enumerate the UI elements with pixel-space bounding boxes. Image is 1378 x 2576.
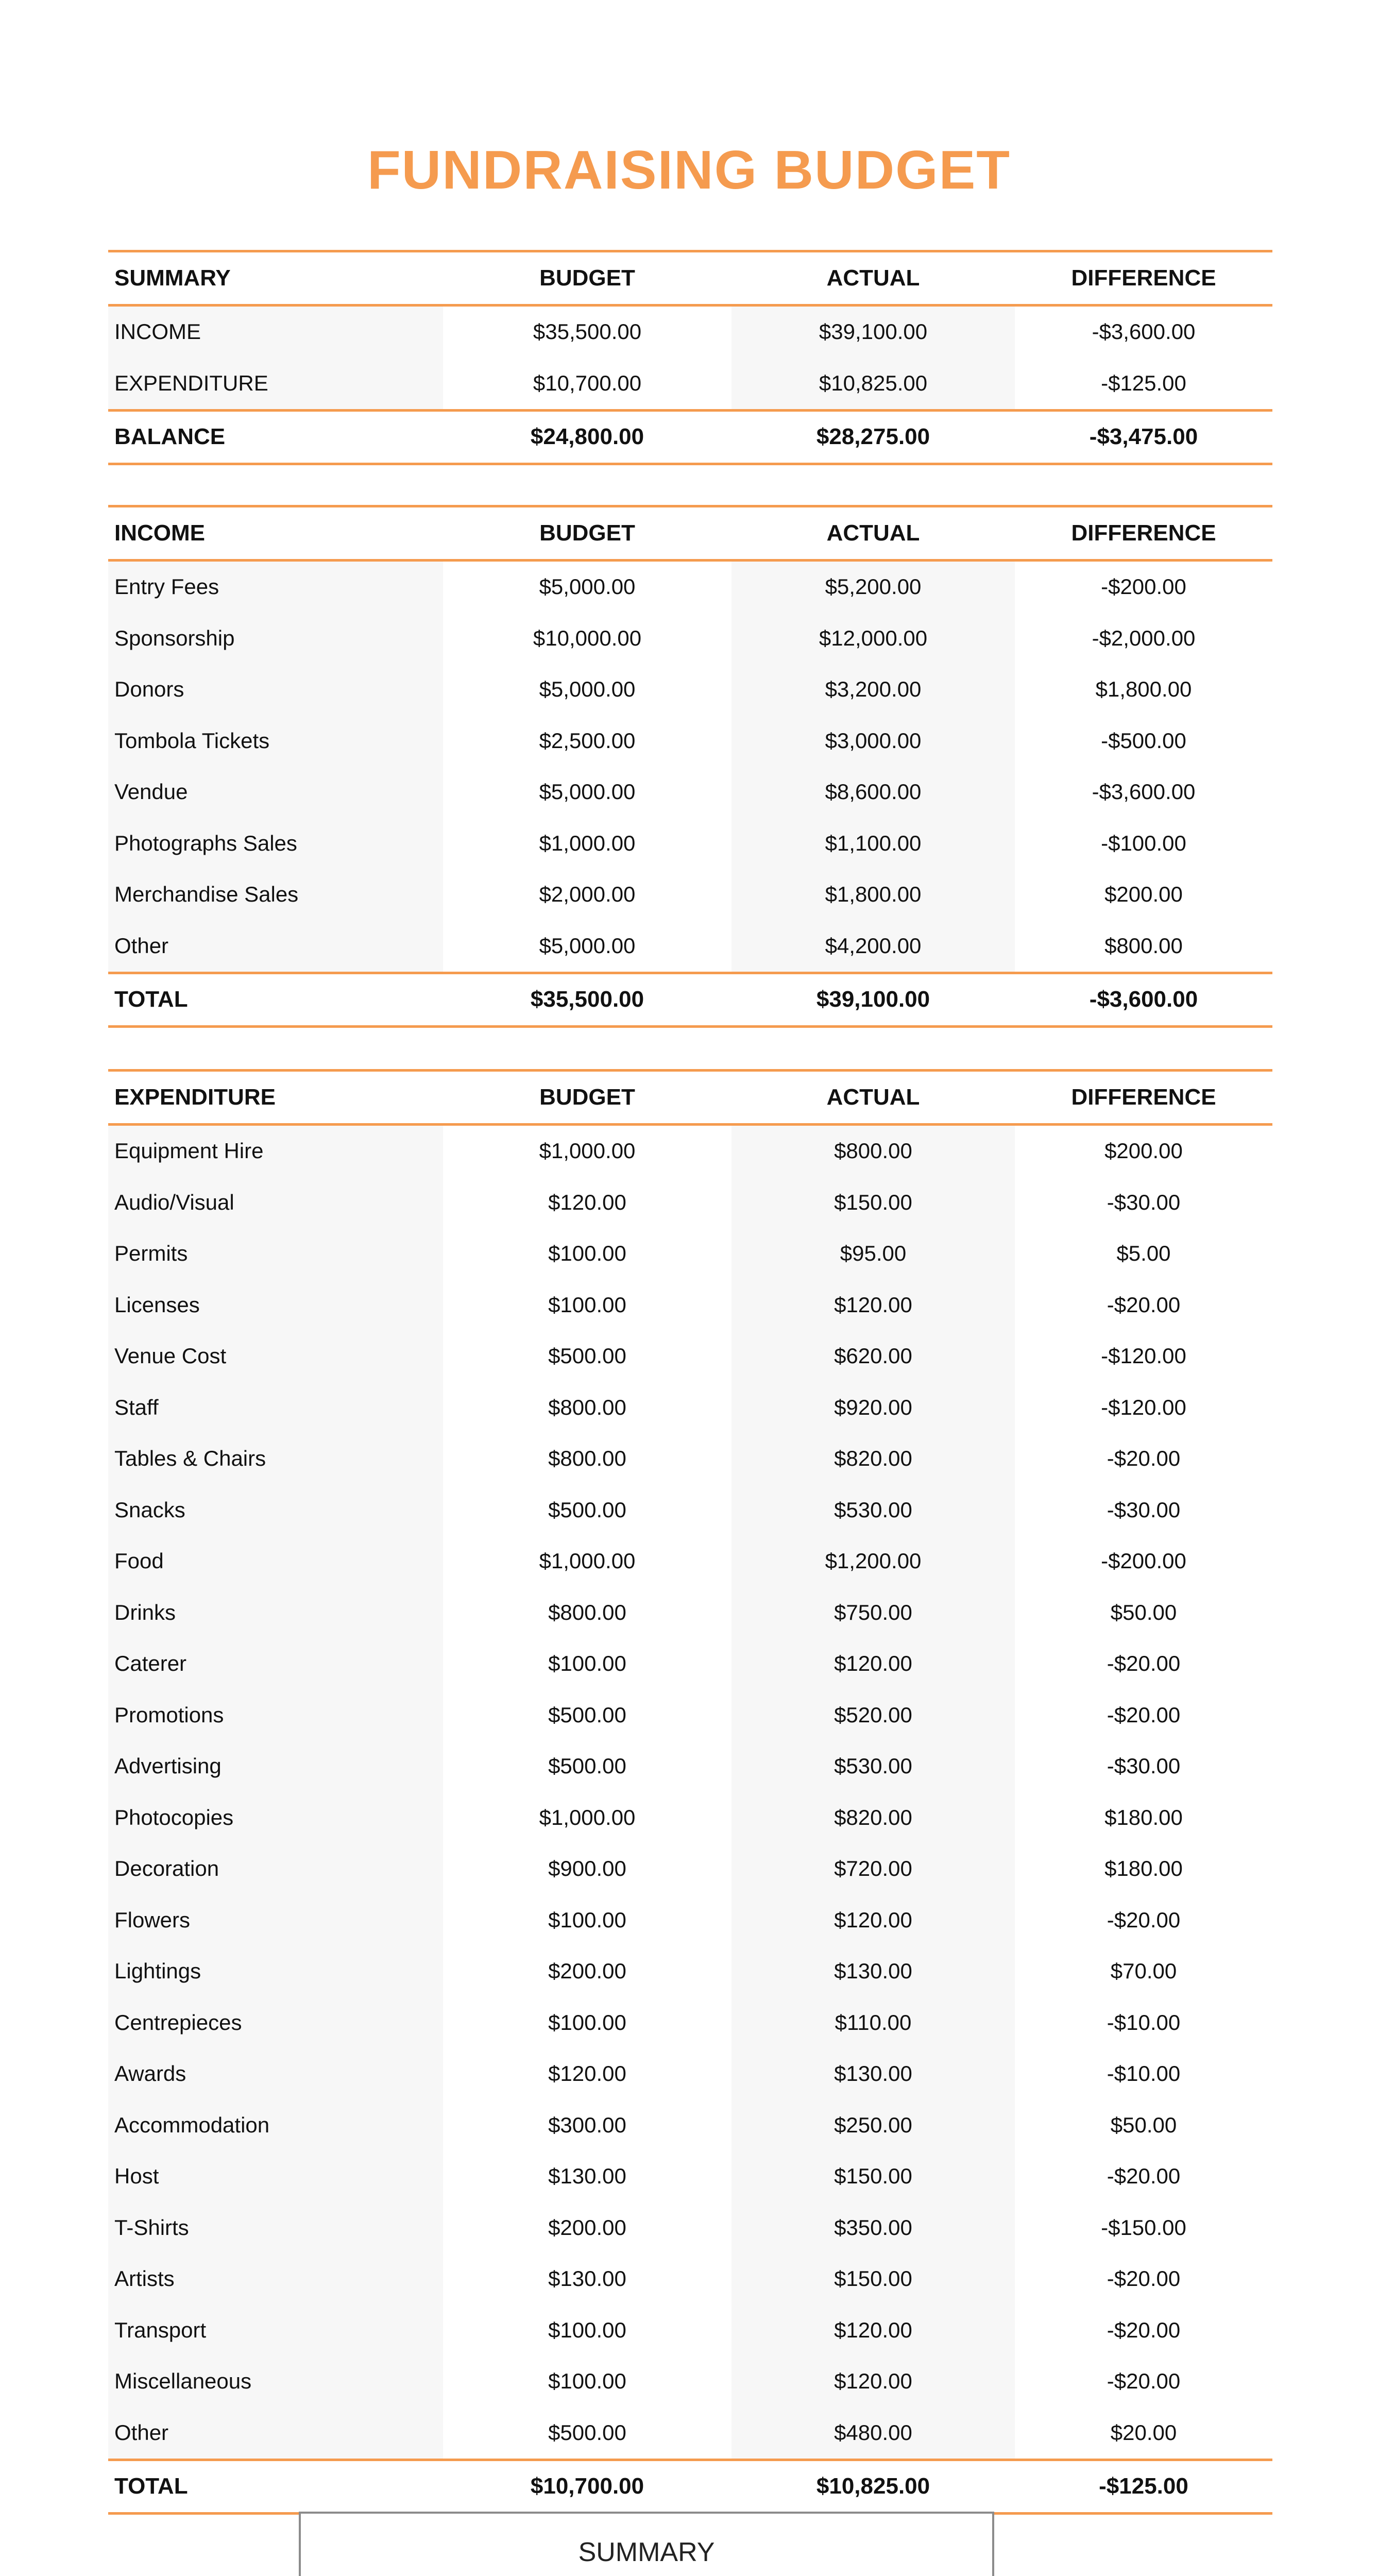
expenditure-row-cell: $250.00	[731, 2099, 1015, 2151]
expenditure-row-cell: $180.00	[1104, 1805, 1183, 1829]
income-row-cell: $1,000.00	[539, 831, 636, 855]
table-row	[108, 307, 1272, 358]
table-row	[108, 1433, 1272, 1485]
expenditure-total-cell: TOTAL	[108, 2461, 443, 2513]
expenditure-table	[108, 1069, 1272, 2515]
expenditure-row-cell: -$20.00	[1107, 2164, 1181, 2189]
expenditure-row-cell: Decoration	[108, 1843, 443, 1895]
table-row	[108, 2202, 1272, 2253]
expenditure-row-cell: $100.00	[548, 2010, 626, 2035]
expenditure-row-cell: $500.00	[548, 1344, 626, 1368]
expenditure-row-cell: Other	[108, 2407, 443, 2459]
table-row	[108, 1484, 1272, 1536]
expenditure-row-cell: Licenses	[108, 1279, 443, 1331]
table-row	[108, 1331, 1272, 1382]
expenditure-total-cell: $10,825.00	[731, 2461, 1015, 2513]
expenditure-row-cell: -$20.00	[1107, 1446, 1181, 1471]
expenditure-row-cell: $100.00	[548, 1292, 626, 1317]
expenditure-row-cell: Host	[108, 2151, 443, 2202]
expenditure-row-cell: $150.00	[731, 1177, 1015, 1228]
expenditure-header-cell: DIFFERENCE	[1015, 1072, 1272, 1123]
table-row	[108, 1587, 1272, 1638]
income-row-cell: -$2,000.00	[1092, 625, 1196, 650]
expenditure-row-cell: -$30.00	[1107, 1754, 1181, 1778]
expenditure-row-cell: $820.00	[731, 1433, 1015, 1485]
expenditure-row-cell: Equipment Hire	[108, 1126, 443, 1177]
chart-title: SUMMARY	[578, 2537, 715, 2567]
income-row-cell: $200.00	[1104, 882, 1183, 907]
expenditure-row-cell: Snacks	[108, 1484, 443, 1536]
expenditure-row-cell: $500.00	[548, 1754, 626, 1778]
income-total-cell: $35,500.00	[443, 974, 731, 1026]
table-row	[108, 1279, 1272, 1331]
expenditure-row-cell: Tables & Chairs	[108, 1433, 443, 1485]
income-row-cell: $8,600.00	[731, 767, 1015, 818]
expenditure-row-cell: Lightings	[108, 1946, 443, 1997]
expenditure-row-cell: -$200.00	[1101, 1549, 1186, 1573]
expenditure-row-cell: $1,200.00	[731, 1536, 1015, 1587]
expenditure-row-cell: Drinks	[108, 1587, 443, 1638]
expenditure-row-cell: $50.00	[1110, 1600, 1177, 1624]
expenditure-row-cell: $130.00	[548, 2266, 626, 2291]
income-row-cell: $10,000.00	[533, 625, 642, 650]
expenditure-header-cell: EXPENDITURE	[108, 1072, 443, 1123]
table-row	[108, 613, 1272, 664]
expenditure-row-cell: $5.00	[1116, 1241, 1171, 1266]
income-total-cell: $39,100.00	[731, 974, 1015, 1026]
expenditure-row-cell: $150.00	[731, 2253, 1015, 2305]
expenditure-row-cell: $130.00	[731, 2048, 1015, 2100]
summary-table	[108, 250, 1272, 465]
expenditure-row-cell: $120.00	[731, 2304, 1015, 2356]
expenditure-row-cell: $820.00	[731, 1792, 1015, 1843]
income-row-cell: Sponsorship	[108, 613, 443, 664]
expenditure-row-cell: $520.00	[731, 1689, 1015, 1741]
expenditure-row-cell: $800.00	[731, 1126, 1015, 1177]
expenditure-row-cell: $70.00	[1110, 1959, 1177, 1984]
income-header-cell: INCOME	[108, 507, 443, 559]
expenditure-row-cell: $480.00	[731, 2407, 1015, 2459]
income-row-cell: Vendue	[108, 767, 443, 818]
income-row-cell: Tombola Tickets	[108, 715, 443, 767]
income-row-cell: $5,200.00	[731, 562, 1015, 613]
expenditure-row-cell: -$20.00	[1107, 1292, 1181, 1317]
expenditure-row-cell: $100.00	[548, 1241, 626, 1266]
income-table	[108, 505, 1272, 1028]
summary-row-cell: EXPENDITURE	[108, 358, 443, 409]
summary-total-cell: $24,800.00	[443, 412, 731, 463]
summary-header-cell: SUMMARY	[108, 252, 443, 304]
expenditure-row-cell: $150.00	[731, 2151, 1015, 2202]
summary-row-cell: $39,100.00	[731, 307, 1015, 358]
expenditure-row-cell: Awards	[108, 2048, 443, 2100]
income-row-cell: $2,500.00	[539, 728, 636, 753]
income-header-row	[108, 505, 1272, 562]
income-row-cell: $1,800.00	[731, 869, 1015, 921]
table-row	[108, 2253, 1272, 2305]
expenditure-row-cell: Photocopies	[108, 1792, 443, 1843]
expenditure-row-cell: $100.00	[548, 2317, 626, 2342]
income-row-cell: Other	[108, 920, 443, 972]
expenditure-row-cell: $100.00	[548, 1907, 626, 1932]
expenditure-row-cell: $1,000.00	[539, 1805, 636, 1829]
expenditure-row-cell: -$10.00	[1107, 2010, 1181, 2035]
expenditure-header-cell: ACTUAL	[731, 1072, 1015, 1123]
expenditure-row-cell: Transport	[108, 2304, 443, 2356]
expenditure-row-cell: Advertising	[108, 1741, 443, 1792]
table-row	[108, 1792, 1272, 1843]
income-row-cell: $5,000.00	[539, 779, 636, 804]
income-header-cell: DIFFERENCE	[1015, 507, 1272, 559]
table-row	[108, 1126, 1272, 1177]
expenditure-row-cell: $100.00	[548, 1651, 626, 1676]
table-row	[108, 2048, 1272, 2100]
summary-row-cell: $10,700.00	[533, 370, 642, 395]
expenditure-row-cell: -$30.00	[1107, 1497, 1181, 1522]
expenditure-row-cell: Staff	[108, 1382, 443, 1433]
income-header-cell: BUDGET	[443, 507, 731, 559]
expenditure-row-cell: $300.00	[548, 2112, 626, 2137]
table-row	[108, 1689, 1272, 1741]
expenditure-row-cell: $530.00	[731, 1484, 1015, 1536]
expenditure-row-cell: $120.00	[731, 1638, 1015, 1690]
summary-chart-svg	[301, 2514, 992, 2576]
page-title: FUNDRAISING BUDGET	[367, 140, 1011, 200]
income-row-cell: $3,000.00	[731, 715, 1015, 767]
table-row	[108, 1843, 1272, 1895]
expenditure-row-cell: Audio/Visual	[108, 1177, 443, 1228]
table-row	[108, 358, 1272, 409]
expenditure-row-cell: $120.00	[548, 1190, 626, 1214]
expenditure-header-row	[108, 1069, 1272, 1126]
summary-chart	[299, 2512, 994, 2576]
expenditure-row-cell: -$120.00	[1101, 1344, 1186, 1368]
expenditure-row-cell: $200.00	[1104, 1139, 1183, 1163]
income-row-cell: $2,000.00	[539, 882, 636, 907]
income-row-cell: -$100.00	[1101, 831, 1186, 855]
expenditure-row-cell: $120.00	[548, 2061, 626, 2086]
expenditure-row-cell: $920.00	[731, 1382, 1015, 1433]
income-row-cell: -$3,600.00	[1092, 779, 1196, 804]
expenditure-row-cell: $120.00	[731, 1894, 1015, 1946]
expenditure-row-cell: $750.00	[731, 1587, 1015, 1638]
expenditure-row-cell: $120.00	[731, 1279, 1015, 1331]
income-row-cell: Photographs Sales	[108, 818, 443, 869]
expenditure-row-cell: -$20.00	[1107, 1651, 1181, 1676]
expenditure-row-cell: $620.00	[731, 1331, 1015, 1382]
expenditure-row-cell: $800.00	[548, 1600, 626, 1624]
summary-total-cell: BALANCE	[108, 412, 443, 463]
expenditure-row-cell: T-Shirts	[108, 2202, 443, 2253]
summary-total-cell: $28,275.00	[731, 412, 1015, 463]
income-row-cell: Entry Fees	[108, 562, 443, 613]
expenditure-row-cell: $110.00	[731, 1997, 1015, 2048]
expenditure-header-cell: BUDGET	[443, 1072, 731, 1123]
summary-header-cell: DIFFERENCE	[1015, 252, 1272, 304]
expenditure-row-cell: Artists	[108, 2253, 443, 2305]
table-row	[108, 1894, 1272, 1946]
table-row	[108, 1638, 1272, 1690]
table-row	[108, 1946, 1272, 1997]
income-row-cell: $1,800.00	[1095, 677, 1192, 702]
summary-row-cell: $10,825.00	[731, 358, 1015, 409]
summary-row-cell: INCOME	[108, 307, 443, 358]
expenditure-row-cell: $800.00	[548, 1446, 626, 1471]
table-row	[108, 664, 1272, 716]
expenditure-row-cell: $130.00	[548, 2164, 626, 2189]
expenditure-row-cell: $95.00	[731, 1228, 1015, 1280]
expenditure-row-cell: Food	[108, 1536, 443, 1587]
table-row	[108, 920, 1272, 972]
summary-header-row	[108, 250, 1272, 307]
summary-header-cell: BUDGET	[443, 252, 731, 304]
expenditure-total-row	[108, 2459, 1272, 2515]
expenditure-total-cell: -$125.00	[1015, 2461, 1272, 2513]
expenditure-row-cell: -$150.00	[1101, 2215, 1186, 2240]
expenditure-row-cell: Accommodation	[108, 2099, 443, 2151]
table-row	[108, 1177, 1272, 1228]
expenditure-row-cell: $500.00	[548, 2420, 626, 2445]
table-row	[108, 1997, 1272, 2048]
summary-header-cell: ACTUAL	[731, 252, 1015, 304]
income-row-cell: $3,200.00	[731, 664, 1015, 716]
income-row-cell: $12,000.00	[731, 613, 1015, 664]
expenditure-row-cell: $500.00	[548, 1497, 626, 1522]
summary-total-cell: -$3,475.00	[1015, 412, 1272, 463]
summary-row-cell: -$125.00	[1101, 370, 1186, 395]
table-row	[108, 2099, 1272, 2151]
table-row	[108, 869, 1272, 921]
expenditure-row-cell: $1,000.00	[539, 1139, 636, 1163]
expenditure-row-cell: Promotions	[108, 1689, 443, 1741]
income-total-cell: TOTAL	[108, 974, 443, 1026]
expenditure-row-cell: Caterer	[108, 1638, 443, 1690]
income-row-cell: $5,000.00	[539, 574, 636, 599]
table-row	[108, 1536, 1272, 1587]
expenditure-row-cell: $500.00	[548, 1702, 626, 1727]
table-row	[108, 767, 1272, 818]
income-row-cell: Merchandise Sales	[108, 869, 443, 921]
income-total-cell: -$3,600.00	[1015, 974, 1272, 1026]
expenditure-row-cell: $530.00	[731, 1741, 1015, 1792]
expenditure-row-cell: Centrepieces	[108, 1997, 443, 2048]
expenditure-row-cell: -$20.00	[1107, 2266, 1181, 2291]
expenditure-total-cell: $10,700.00	[443, 2461, 731, 2513]
expenditure-row-cell: $130.00	[731, 1946, 1015, 1997]
expenditure-row-cell: $100.00	[548, 2369, 626, 2394]
table-row	[108, 562, 1272, 613]
expenditure-row-cell: $200.00	[548, 1959, 626, 1984]
expenditure-row-cell: -$20.00	[1107, 2369, 1181, 2394]
table-row	[108, 818, 1272, 869]
summary-row-cell: $35,500.00	[533, 319, 642, 344]
income-header-cell: ACTUAL	[731, 507, 1015, 559]
income-row-cell: -$500.00	[1101, 728, 1186, 753]
summary-row-cell: -$3,600.00	[1092, 319, 1196, 344]
income-row-cell: $5,000.00	[539, 933, 636, 958]
income-total-row	[108, 972, 1272, 1028]
income-row-cell: $1,100.00	[731, 818, 1015, 869]
expenditure-row-cell: $350.00	[731, 2202, 1015, 2253]
expenditure-row-cell: $50.00	[1110, 2112, 1177, 2137]
table-row	[108, 2407, 1272, 2459]
income-row-cell: $4,200.00	[731, 920, 1015, 972]
expenditure-row-cell: -$20.00	[1107, 2317, 1181, 2342]
summary-total-row	[108, 409, 1272, 466]
expenditure-row-cell: $20.00	[1110, 2420, 1177, 2445]
expenditure-row-cell: -$30.00	[1107, 1190, 1181, 1214]
table-row	[108, 715, 1272, 767]
income-row-cell: Donors	[108, 664, 443, 716]
table-row	[108, 2304, 1272, 2356]
expenditure-row-cell: $200.00	[548, 2215, 626, 2240]
expenditure-row-cell: $900.00	[548, 1856, 626, 1881]
expenditure-row-cell: $720.00	[731, 1843, 1015, 1895]
table-row	[108, 1382, 1272, 1433]
table-row	[108, 1741, 1272, 1792]
expenditure-row-cell: Venue Cost	[108, 1331, 443, 1382]
expenditure-row-cell: Permits	[108, 1228, 443, 1280]
expenditure-row-cell: $120.00	[731, 2356, 1015, 2408]
table-row	[108, 1228, 1272, 1280]
income-row-cell: $800.00	[1104, 933, 1183, 958]
expenditure-row-cell: $800.00	[548, 1395, 626, 1419]
income-row-cell: -$200.00	[1101, 574, 1186, 599]
table-row	[108, 2151, 1272, 2202]
income-row-cell: $5,000.00	[539, 677, 636, 702]
expenditure-row-cell: -$120.00	[1101, 1395, 1186, 1419]
expenditure-row-cell: -$20.00	[1107, 1907, 1181, 1932]
table-row	[108, 2356, 1272, 2408]
expenditure-row-cell: -$10.00	[1107, 2061, 1181, 2086]
expenditure-row-cell: $180.00	[1104, 1856, 1183, 1881]
expenditure-row-cell: Flowers	[108, 1894, 443, 1946]
expenditure-row-cell: -$20.00	[1107, 1702, 1181, 1727]
expenditure-row-cell: Miscellaneous	[108, 2356, 443, 2408]
expenditure-row-cell: $1,000.00	[539, 1549, 636, 1573]
